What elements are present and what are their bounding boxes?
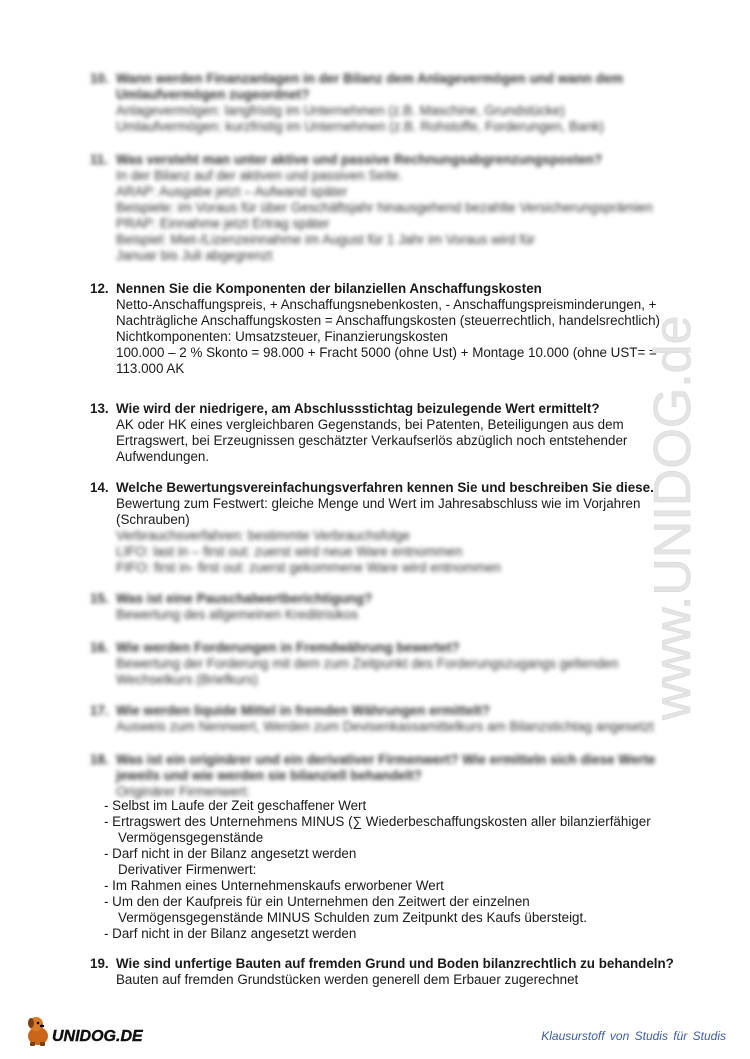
question-16-title: 16. Wie werden Forderungen in Fremdwährung bewertet? (90, 640, 460, 655)
answer-line: Wechselkurs (Briefkurs) (116, 672, 258, 687)
watermark-text: www.UNIDOG.de (644, 315, 702, 720)
answer-line-blurred: LIFO: last in – first out: zuerst wird neue Ware entnommen (116, 544, 463, 559)
answer-line: 100.000 – 2 % Skonto = 98.000 + Fracht 5000 (ohne Ust) + Montage 10.000 (ohne UST= = (116, 345, 657, 360)
question-17-title: 17. Wie werden liquide Mittel in fremden Währungen ermittelt? (90, 703, 491, 718)
answer-line: Anlagevermögen: langfristig im Unternehmen (z.B. Maschine, Grundstücke) (116, 103, 565, 118)
list-item: Vermögensgegenstände MINUS Schulden zum Zeitpunkt des Kaufs übersteigt. (118, 910, 587, 925)
answer-line: Originärer Firmenwert: (116, 784, 250, 799)
question-11-title: 11. Was versteht man unter aktive und passive Rechnungsabgrenzungsposten? (90, 152, 603, 167)
answer-line: Bewertung zum Festwert: gleiche Menge und Wert im Jahresabschluss wie im Vorjahren (116, 496, 641, 511)
answer-line: AK oder HK eines vergleichbaren Gegenstands, bei Patenten, Beteiligungen aus dem (116, 417, 624, 432)
list-item: - Um den der Kaufpreis für ein Unternehmen den Zeitwert der einzelnen (104, 894, 530, 909)
answer-line: Beispiele: im Voraus für über Geschäftsjahr hinausgehend bezahlte Versicherungsprämien (116, 200, 653, 215)
question-18 (90, 752, 690, 800)
footer-tagline: Klausurstoff von Studis für Studis (541, 1029, 726, 1043)
question-18-title-cont: jeweils und wie werden sie bilanziell behandelt? (116, 768, 422, 783)
logo-text: UNIDOG.DE (52, 1028, 143, 1045)
answer-line: Ertragswert, bei Erzeugnissen geschätzter Verkaufserlös abzüglich noch entstehender (116, 433, 628, 448)
answer-line: PRAP: Einnahme jetzt Ertrag später (116, 216, 330, 231)
answer-line: Aufwendungen. (116, 449, 210, 464)
question-17 (90, 703, 690, 735)
answer-line: Umlaufvermögen: kurzfristig im Unternehmen (z.B. Rohstoffe, Forderungen, Bank) (116, 119, 604, 134)
question-16 (90, 640, 690, 688)
list-item: Vermögensgegenstände (118, 830, 264, 845)
question-10 (90, 71, 690, 135)
list-item: - Darf nicht in der Bilanz angesetzt werden (104, 846, 357, 861)
answer-line-blurred: FIFO: first in- first out: zuerst gekommene Ware wird entnommen (116, 560, 501, 575)
answer-line: Beispiel: Miet-/Lizenzeinnahme im August für 1 Jahr im Voraus wird für (116, 232, 536, 247)
answer-line-blurred: Verbrauchsverfahren: bestimmte Verbrauchsfolge (116, 528, 411, 543)
answer-line: Bauten auf fremden Grundstücken werden generell dem Erbauer zugerechnet (116, 972, 579, 987)
answer-line: Januar bis Juli abgegrenzt (116, 248, 273, 263)
answer-line: Bewertung des allgemeinen Kreditrisikos (116, 607, 358, 622)
question-14-title: 14. Welche Bewertungsvereinfachungsverfahren kennen Sie und beschreiben Sie diese. (90, 480, 654, 495)
dog-mascot-icon (28, 1017, 48, 1046)
watermark (620, 270, 730, 730)
answer-line: Bewertung der Forderung mit dem zum Zeitpunkt des Forderungszugangs geltenden (116, 656, 619, 671)
answer-line: Nachträgliche Anschaffungskosten = Anschaffungskosten (steuerrechtlich, handelsrechtlich) (116, 313, 661, 328)
question-11 (90, 152, 690, 264)
list-item: - Selbst im Laufe der Zeit geschaffener Wert (104, 798, 367, 813)
answer-line: Ausweis zum Nennwert, Werden zum Devisenkassamittelkurs am Bilanzstichtag angesetzt (116, 719, 654, 734)
answer-line: (Schrauben) (116, 512, 190, 527)
question-12-title: 12. Nennen Sie die Komponenten der bilanziellen Anschaffungskosten (90, 281, 542, 296)
question-12 (90, 281, 690, 377)
question-15-title: 15. Was ist eine Pauschalwertberichtigung? (90, 591, 373, 606)
question-10-title: 10. Wann werden Finanzanlagen in der Bilanz dem Anlagevermögen und wann dem (90, 71, 624, 86)
question-13 (90, 401, 690, 465)
answer-line: In der Bilanz auf der aktiven und passiven Seite. (116, 168, 403, 183)
question-19 (90, 956, 690, 988)
answer-line: ARAP: Ausgabe jetzt – Aufwand später (116, 184, 348, 199)
question-18-title: 18. Was ist ein originärer und ein derivativer Firmenwert? Wie ermitteln sich diese Werte (90, 752, 656, 767)
question-14 (90, 480, 690, 576)
list-item: - Darf nicht in der Bilanz angesetzt werden (104, 926, 357, 941)
question-10-title-cont: Umlaufvermögen zugeordnet? (116, 87, 310, 102)
answer-line: Netto-Anschaffungspreis, + Anschaffungsnebenkosten, - Anschaffungspreisminderungen, + (116, 297, 657, 312)
list-item: - Im Rahmen eines Unternehmenskaufs erworbener Wert (104, 878, 444, 893)
question-13-title: 13. Wie wird der niedrigere, am Abschlussstichtag beizulegende Wert ermittelt? (90, 401, 600, 416)
list-item: - Ertragswert des Unternehmens MINUS (∑ Wiederbeschaffungskosten aller bilanzierfähiger (104, 814, 651, 829)
question-18-answer-list (104, 798, 704, 942)
question-19-title: 19. Wie sind unfertige Bauten auf fremden Grund und Boden bilanzrechtlich zu behandeln? (90, 956, 674, 971)
answer-line: Nichtkomponenten: Umsatzsteuer, Finanzierungskosten (116, 329, 448, 344)
question-15 (90, 591, 690, 623)
answer-line: 113.000 AK (116, 361, 185, 376)
list-item: Derivativer Firmenwert: (118, 862, 257, 877)
unidog-logo (22, 1012, 172, 1050)
